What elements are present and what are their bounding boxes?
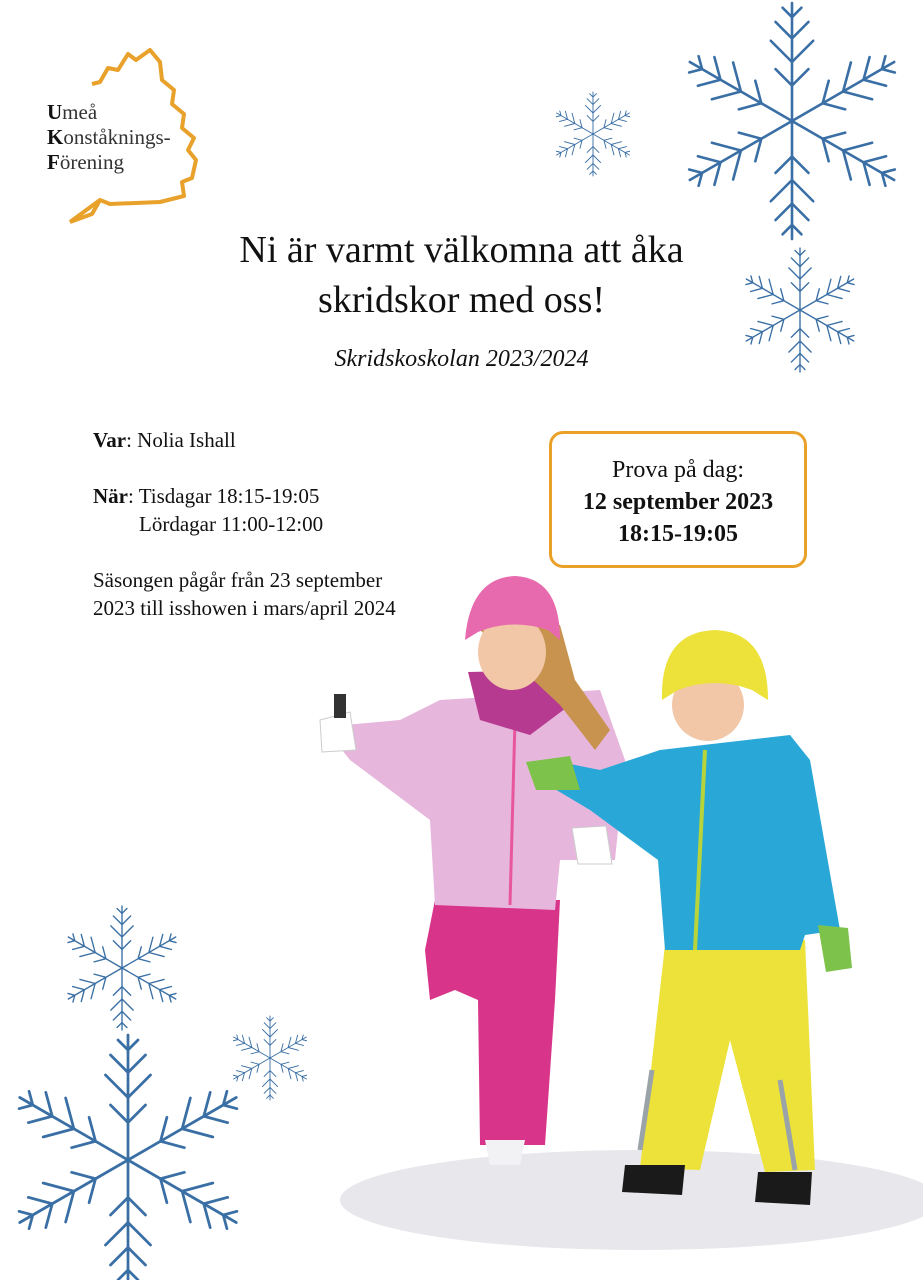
nar-value-2: Lördagar 11:00-12:00 xyxy=(139,512,324,536)
nar-value-1: : Tisdagar 18:15-19:05 xyxy=(128,484,320,508)
snowflake-icon xyxy=(230,1016,310,1100)
season-info xyxy=(93,566,396,622)
snowflake-icon xyxy=(679,3,905,239)
trial-date: 12 september 2023 xyxy=(582,489,774,515)
trial-time: 18:15-19:05 xyxy=(618,521,738,547)
trial-heading: Prova på dag: xyxy=(612,457,744,483)
location-info xyxy=(93,426,236,454)
season-line-2: 2023 till isshowen i mars/april 2024 xyxy=(93,596,396,620)
headline xyxy=(0,225,923,325)
nar-label: När xyxy=(93,484,128,508)
girl-skater-illustration xyxy=(320,576,625,1165)
var-label: Var xyxy=(93,428,127,452)
snowflake-icon xyxy=(553,92,633,176)
subtitle: Skridskoskolan 2023/2024 xyxy=(334,346,589,372)
var-value: : Nolia Ishall xyxy=(126,428,236,452)
season-line-1: Säsongen pågår från 23 september xyxy=(93,568,383,592)
headline-line-2: skridskor med oss! xyxy=(317,279,606,321)
headline-line-1: Ni är varmt välkomna att åka xyxy=(239,229,684,271)
trial-day-box xyxy=(549,431,807,568)
snowflake-icon xyxy=(8,1035,247,1280)
time-info xyxy=(93,482,323,538)
snowflake-icon xyxy=(63,906,182,1030)
club-name-logo-text: Umeå Konståknings- Förening xyxy=(47,100,171,174)
